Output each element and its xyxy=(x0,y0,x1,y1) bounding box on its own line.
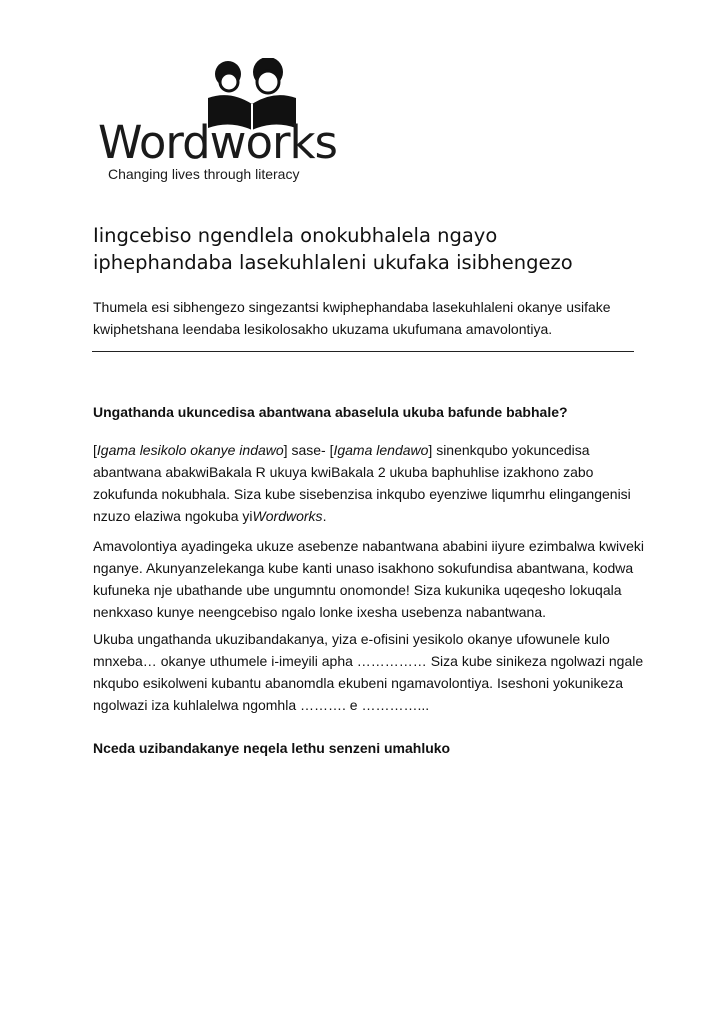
page-title xyxy=(93,222,653,276)
text-fragment: [ xyxy=(93,442,97,458)
title-line: iphephandaba lasekuhlaleni ukufaka isibhengezo xyxy=(93,251,573,274)
closing-heading: Nceda uzibandakanye neqela lethu senzeni umahluko xyxy=(93,740,451,756)
text-fragment: ] sinenkqubo yokuncedisa xyxy=(428,442,590,458)
text-fragment: . xyxy=(322,508,327,524)
placeholder-school-name: Igama lesikolo okanye indawo xyxy=(96,442,284,458)
intro-line: Thumela esi sibhengezo singezantsi kwiphephandaba lasekuhlaleni okanye usifake xyxy=(93,299,611,315)
divider xyxy=(92,351,634,352)
intro-paragraph xyxy=(93,296,653,340)
paragraph-contact xyxy=(93,628,653,716)
paragraph-line: abantwana abakwiBakala R ukuya kwiBakala 2 ukuba baphuhlise izakhono zabo xyxy=(93,464,594,480)
wordworks-logo xyxy=(98,58,358,188)
paragraph-line: mnxeba… okanye uthumele i-imeyili apha …………… Siza kube sinikeza ngolwazi ngale xyxy=(93,653,644,669)
title-line: Iingcebiso ngendlela onokubhalela ngayo xyxy=(93,224,498,247)
brand-name: Wordworks xyxy=(98,116,338,169)
paragraph-line: kufuneka nje ubathande ube ungumntu onomonde! Siza kukunika uqeqesho lokuqala xyxy=(93,582,622,598)
section-heading: Ungathanda ukuncedisa abantwana abaselula ukuba bafunde babhale? xyxy=(93,404,568,420)
placeholder-place-name: Igama lendawo xyxy=(333,442,429,458)
paragraph-line: zokufunda nokubhala. Siza kube sisebenzisa inkqubo eyenziwe liqumrhu elingangenisi xyxy=(93,486,631,502)
text-fragment: ] sase- [ xyxy=(283,442,334,458)
paragraph-line: ngolwazi iza kuhlalelwa ngomhla ………. e …………... xyxy=(93,697,430,713)
paragraph-line: nganye. Akunyanzelekanga kube kanti unaso isakhono sokufundisa abantwana, kodwa xyxy=(93,560,634,576)
paragraph-line: Ukuba ungathanda ukuzibandakanya, yiza e-ofisini yesikolo okanye ufowunele kulo xyxy=(93,631,610,647)
paragraph-program xyxy=(93,439,653,527)
intro-line: kwiphetshana leendaba lesikolosakho ukuzama ukufumana amavolontiya. xyxy=(93,321,553,337)
organisation-name: Wordworks xyxy=(252,508,323,524)
text-fragment: nzuzo elaziwa ngokuba yi xyxy=(93,508,253,524)
brand-tagline: Changing lives through literacy xyxy=(108,166,300,182)
paragraph-line: nenkxaso kunye neengcebiso ngalo lonke ixesha usebenza nabantwana. xyxy=(93,604,547,620)
paragraph-line: Amavolontiya ayadingeka ukuze asebenze nabantwana ababini iiyure ezimbalwa kwiveki xyxy=(93,538,644,554)
paragraph-volunteers xyxy=(93,535,653,623)
paragraph-line: nkqubo esikolweni kubantu abanomdla ekubeni ngamavolontiya. Iseshoni yokunikeza xyxy=(93,675,624,691)
